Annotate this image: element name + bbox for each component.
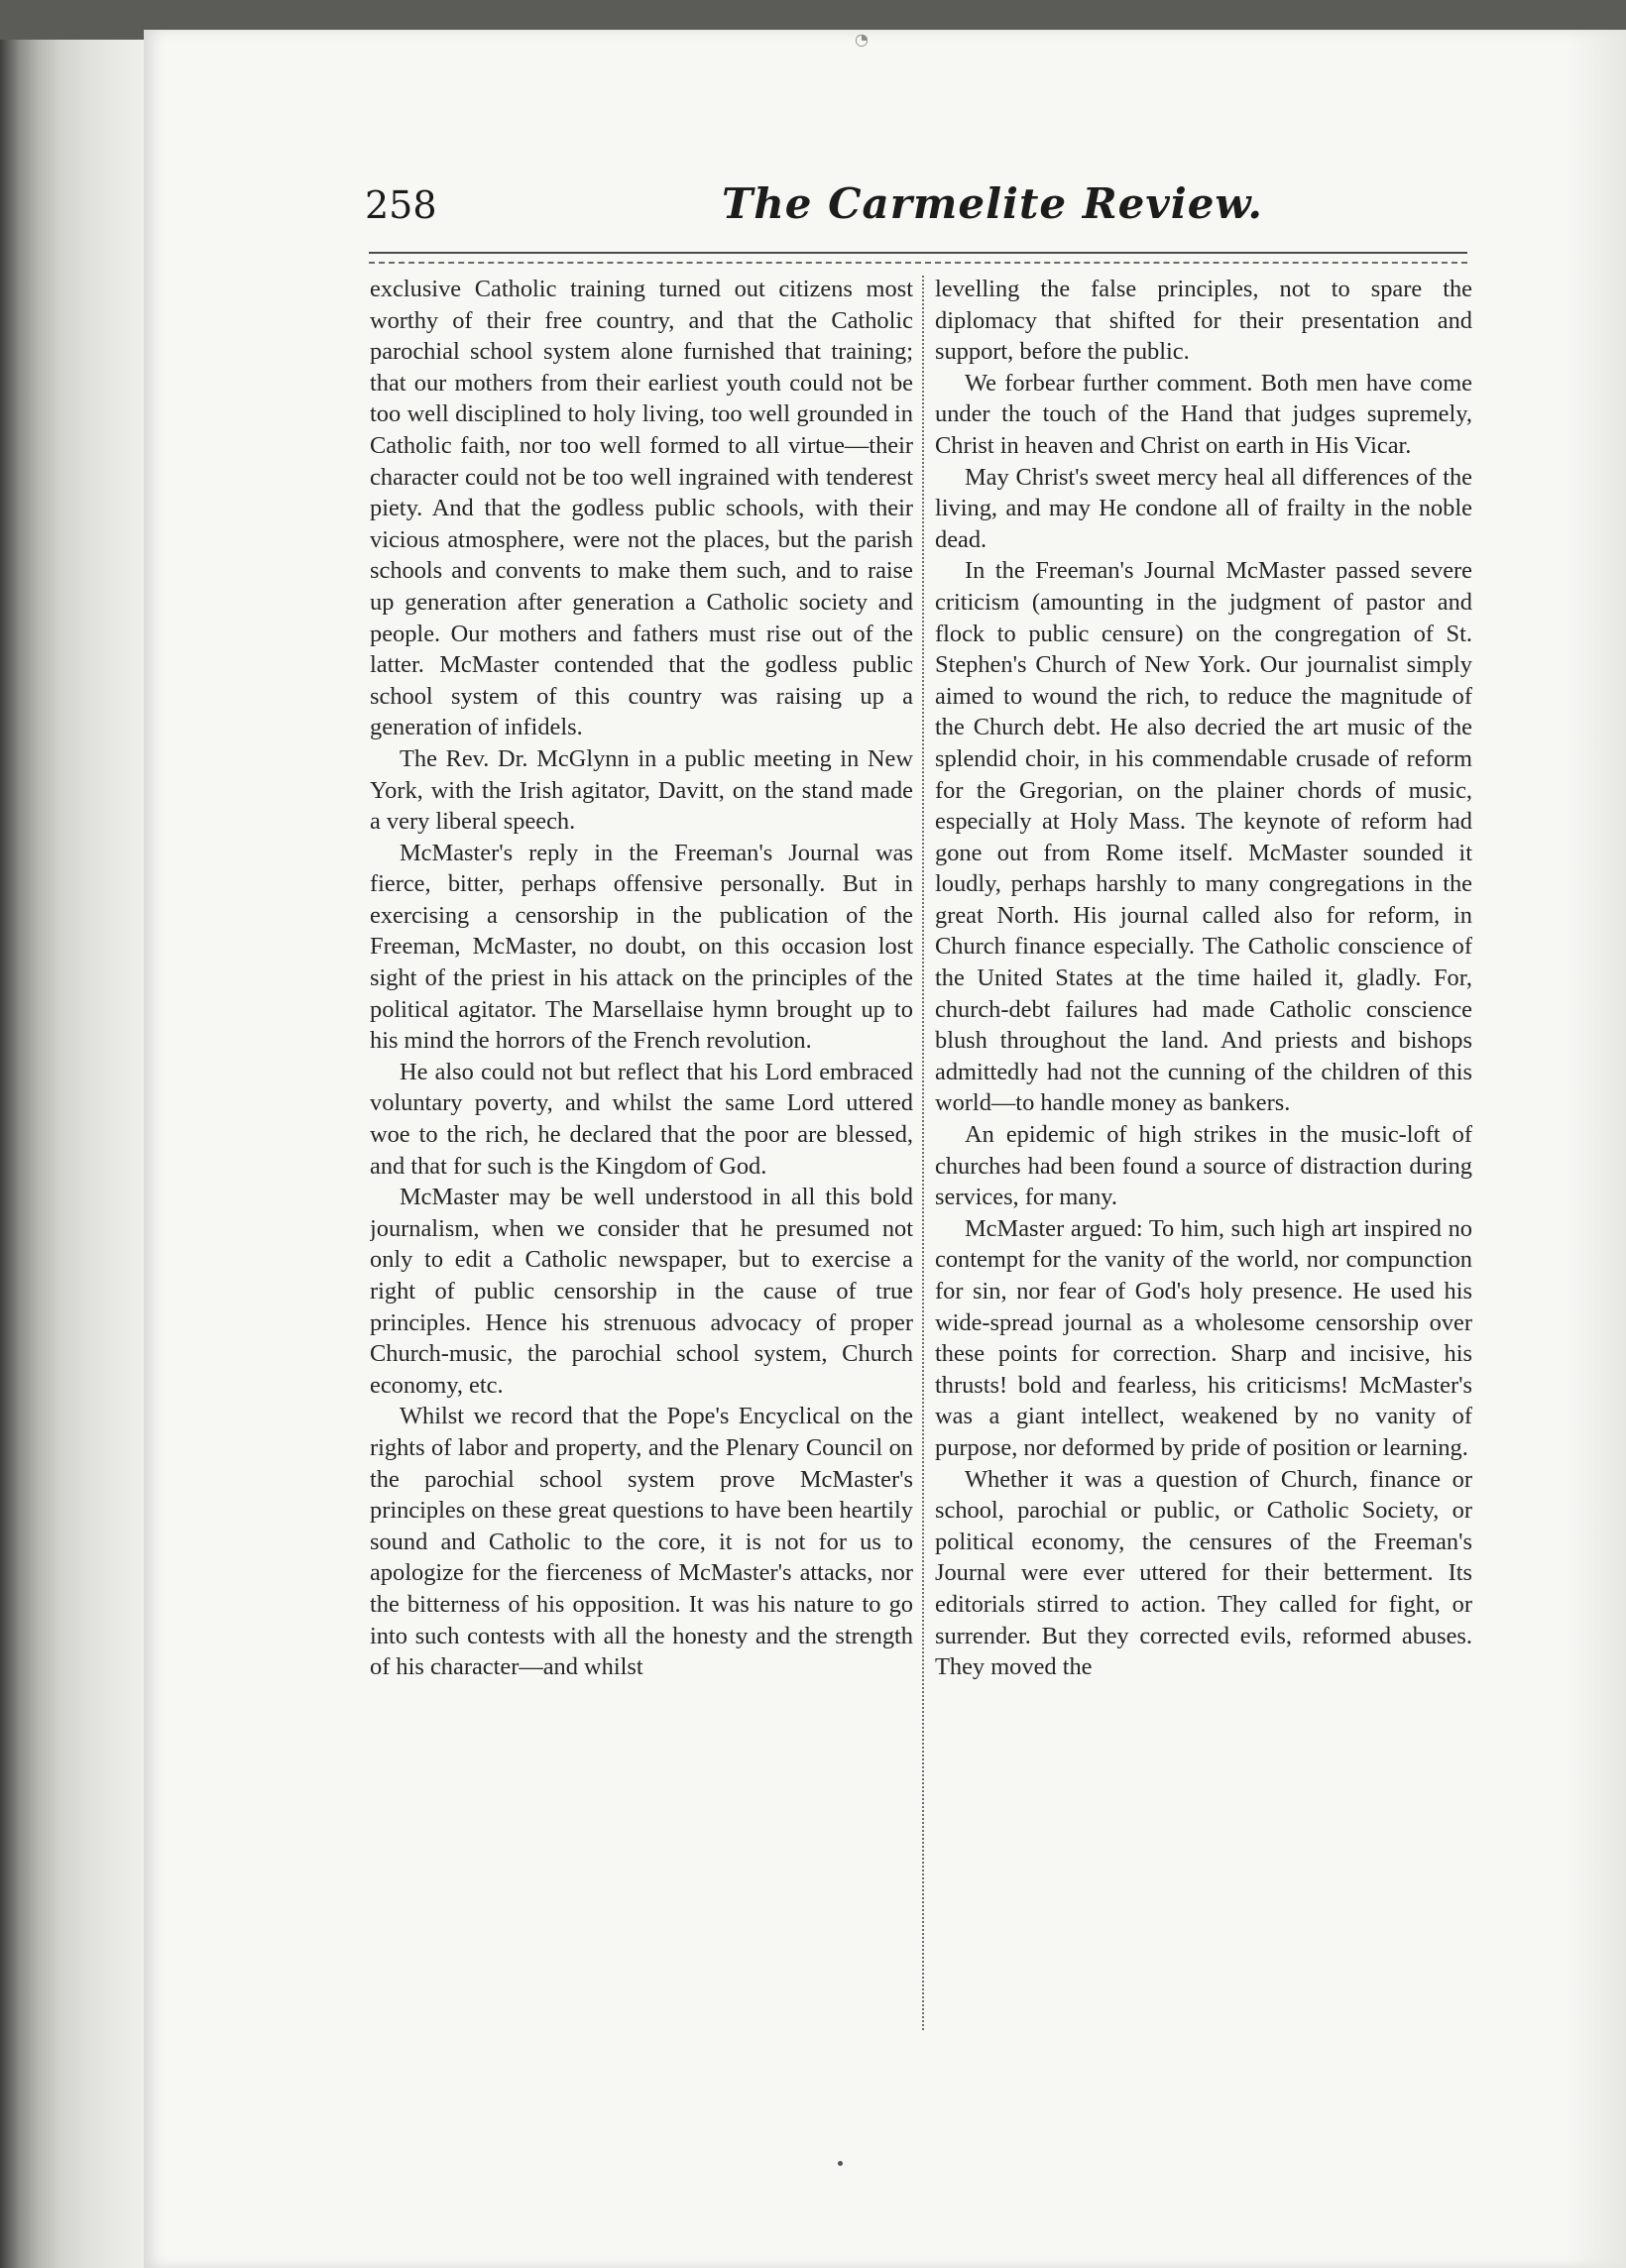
- running-title: The Carmelite Review.: [722, 179, 1263, 228]
- paragraph: He also could not but reflect that his Lord embraced voluntary poverty, and whilst the same Lord uttered woe to the rich, he declared that the poor are blessed, and that for such is the Kingdom of God.: [370, 1058, 913, 1180]
- paragraph: May Christ's sweet mercy heal all differences of the living, and may He condone all of frailty in the noble dead.: [935, 463, 1472, 553]
- paragraph: McMaster's reply in the Freeman's Journal was fierce, bitter, perhaps offensive personally. But in exercising a censorship in the publication of the Freeman, McMaster, no doubt, on this occasion lost sight of the priest in his attack on the principles of the political agitator. The Marsellaise hymn brought up to his mind the horrors of the French revolution.: [370, 839, 913, 1055]
- page-number: 258: [365, 183, 437, 227]
- book-page-edges: [0, 40, 149, 2268]
- paragraph: We forbear further comment. Both men have come under the touch of the Hand that judges supremely, Christ in heaven and Christ on earth in His Vicar.: [935, 369, 1472, 459]
- paragraph: McMaster may be well understood in all this bold journalism, when we consider that he presumed not only to edit a Catholic newspaper, but to exercise a right of public censorship in the cause of true principles. Hence his strenuous advocacy of proper Church-music, the parochial school system, Church economy, etc.: [370, 1184, 913, 1399]
- paragraph: exclusive Catholic training turned out citizens most worthy of their free country, and that the Catholic parochial school system alone furnished that training; that our mothers from their earliest youth could not be too well disciplined to holy living, too well grounded in Catholic faith, nor too well formed to all virtue—their character could not be too well ingrained with tenderest piety. And that the godless public schools, with their vicious atmosphere, were not the places, but the parish schools and convents to make them such, and to raise up generation after generation a Catholic society and people. Our mothers and fathers must rise out of the latter. McMaster contended that the godless public school system of this country was raising up a generation of infidels.: [370, 276, 913, 741]
- right-column: [935, 274, 1472, 2034]
- paragraph: levelling the false principles, not to spare the diplomacy that shifted for their presentation and support, before the public.: [935, 276, 1472, 366]
- paragraph: Whether it was a question of Church, finance or school, parochial or public, or Catholic Society, or political economy, the censures of the Freeman's Journal were ever uttered for their betterment. Its editorials stirred to action. They called for fight, or surrender. But they corrected evils, reformed abuses. They moved the: [935, 1465, 1472, 1681]
- paragraph: An epidemic of high strikes in the music-loft of churches had been found a source of distraction during services, for many.: [935, 1121, 1472, 1211]
- ink-smudge: ◔: [855, 30, 869, 49]
- column-divider: [922, 276, 924, 2030]
- paragraph: Whilst we record that the Pope's Encyclical on the rights of labor and property, and the Plenary Council on the parochial school system prove McMaster's principles on these great questions to have been heartily sound and Catholic to the core, it is not for us to apologize for the fierceness of McMaster's attacks, nor the bitterness of his opposition. It was his nature to go into such contests with all the honesty and the strength of his character—and whilst: [370, 1403, 913, 1681]
- page-header: [365, 179, 1465, 243]
- left-column: [370, 274, 913, 2034]
- paragraph: McMaster argued: To him, such high art inspired no contempt for the vanity of the world, nor compunction for sin, nor fear of God's holy presence. He used his wide-spread journal as a wholesome censorship over these points for correction. Sharp and incisive, his thrusts! bold and fearless, his criticisms! McMaster's was a giant intellect, weakened by no vanity of purpose, nor deformed by pride of position or learning.: [935, 1214, 1472, 1461]
- paragraph: In the Freeman's Journal McMaster passed severe criticism (amounting in the judgment of pastor and flock to public censure) on the congregation of St. Stephen's Church of New York. Our journalist simply aimed to wound the rich, to reduce the magnitude of the Church debt. He also decried the art music of the splendid choir, in his commendable crusade of reform for the Gregorian, on the plainer chords of music, especially at Holy Mass. The keynote of reform had gone out from Rome itself. McMaster sounded it loudly, perhaps harshly to many congregations in the great North. His journal called also for reform, in Church finance especially. The Catholic conscience of the United States at the time hailed it, gladly. For, church-debt failures had made Catholic conscience blush throughout the land. And priests and bishops admittedly had not the cunning of the children of this world—to handle money as bankers.: [935, 557, 1472, 1117]
- page-shadow: [1567, 30, 1626, 2268]
- print-speck: [838, 2161, 843, 2166]
- header-rule: [369, 252, 1467, 264]
- paragraph: The Rev. Dr. McGlynn in a public meeting in New York, with the Irish agitator, Davitt, on the stand made a very liberal speech.: [370, 744, 913, 836]
